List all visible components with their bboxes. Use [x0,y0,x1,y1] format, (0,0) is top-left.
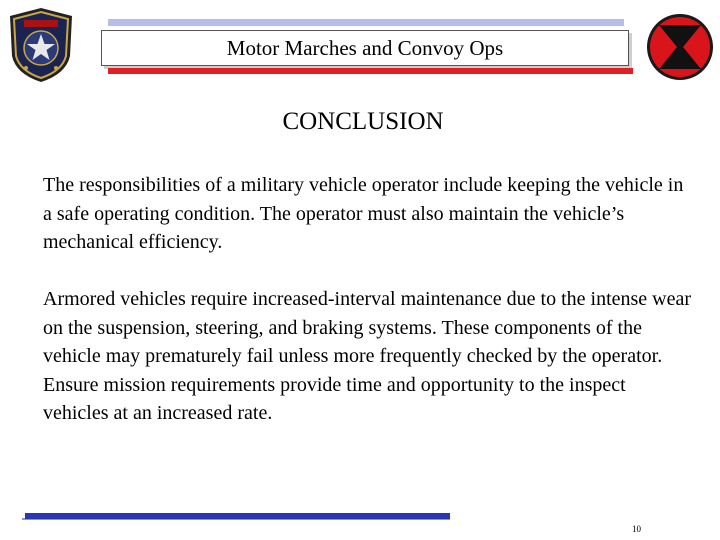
paragraph-1: The responsibilities of a military vehicle operator include keeping the vehicle in a safe operating condition. The operator must also maintain the vehicle’s mechanical efficiency. [43,174,684,253]
header-red-bar [108,68,633,74]
division-patch-logo [645,12,715,82]
section-heading: CONCLUSION [282,108,444,135]
slide-title: Motor Marches and Convoy Ops [101,30,629,66]
page-number: 10 [632,524,641,534]
paragraph-2: Armored vehicles require increased-interval maintenance due to the intense wear on the suspension, steering, and braking systems. These components of the vehicle may prematurely fail unless more frequently checked by the operator. Ensure mission requirements provide time and opportunity to the inspect vehicles at an increased rate. [43,288,692,424]
header-top-bar [108,19,624,26]
footer-blue-bar [25,513,450,519]
command-shield-logo [6,6,76,84]
